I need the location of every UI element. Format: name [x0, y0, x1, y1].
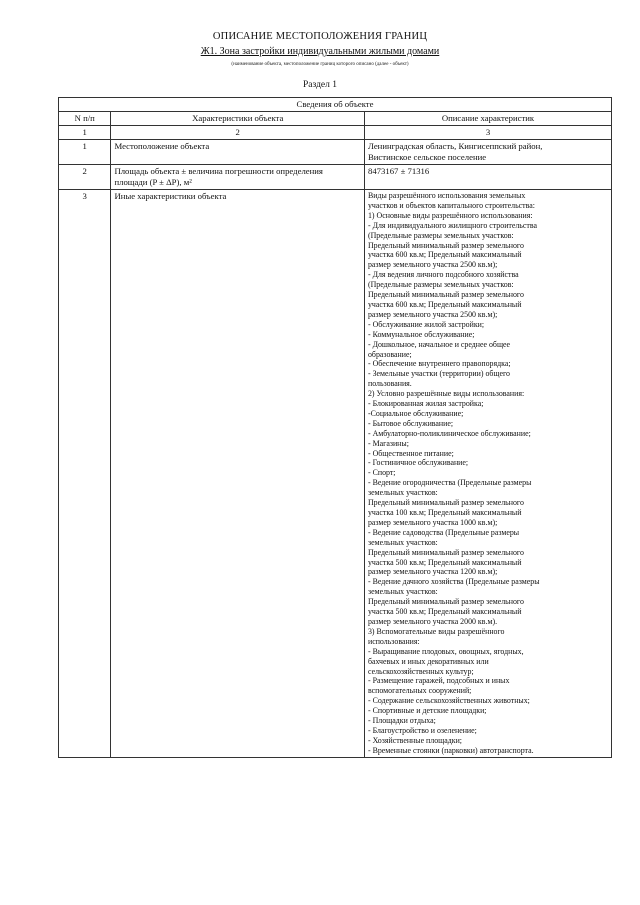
description-line: (Предельные размеры земельных участков: — [367, 230, 514, 240]
description-line: (Предельные размеры земельных участков: — [367, 280, 514, 290]
description-line: - Временные стоянки (парковки) автотранспорта. — [367, 745, 534, 755]
description-line: - Амбулаторно-поликлиническое обслуживание; — [367, 428, 531, 438]
description-line: образование; — [367, 349, 412, 359]
description-line: использования: — [367, 636, 420, 646]
section-heading: Раздел 1 — [303, 80, 337, 90]
description-line: - Благоустройство и озеленение; — [367, 725, 477, 735]
document-subtitle — [0, 46, 640, 57]
table-heading: Сведения об объекте — [59, 98, 612, 112]
description-line: Ленинградская область, Кингисеппский район, — [367, 141, 543, 151]
description-line: Предельный минимальный размер земельного — [367, 547, 524, 557]
description-line: - Размещение гаражей, подсобных и иных — [367, 676, 510, 686]
column-number: 3 — [364, 126, 611, 140]
description-line: - Магазины; — [367, 438, 409, 448]
description-line: земельных участков: — [367, 587, 438, 597]
description-line: - Для индивидуального жилищного строительства — [367, 220, 537, 230]
description-line: земельных участков: — [367, 537, 438, 547]
description-line: -Социальное обслуживание; — [367, 408, 464, 418]
description-line: Предельный минимальный размер земельного — [367, 290, 524, 300]
description-line: - Площадки отдыха; — [367, 716, 436, 726]
description-line: размер земельного участка 2000 кв.м). — [367, 616, 498, 626]
description-line: размер земельного участка 2500 кв.м); — [367, 309, 498, 319]
description-line: размер земельного участка 1200 кв.м); — [367, 567, 498, 577]
description-line: участка 100 кв.м; Предельный максимальный — [367, 508, 522, 517]
description-line: - Спорт; — [367, 468, 396, 478]
description-line: - Ведение дачного хозяйства (Предельные размеры — [367, 577, 540, 587]
row-characteristic: Иные характеристики объекта — [111, 190, 365, 758]
description-line: Предельный минимальный размер земельного — [367, 240, 524, 250]
description-line: пользования. — [367, 379, 412, 389]
row-description — [364, 140, 611, 165]
description-line: - Хозяйственные площадки; — [367, 735, 463, 745]
description-line: - Для ведения личного подсобного хозяйства — [367, 270, 519, 280]
column-number: 2 — [111, 126, 365, 140]
description-line: сельскохозяйственных культур; — [367, 666, 474, 676]
table-row — [59, 140, 612, 165]
description-line: - Ведение огородничества (Предельные размеры — [367, 478, 532, 488]
row-description — [364, 190, 611, 758]
description-line: Виды разрешённого использования земельных — [367, 191, 526, 200]
description-line: 8473167 ± 71316 — [367, 166, 430, 176]
description-line: - Коммунальное обслуживание; — [367, 329, 475, 339]
description-line: 1) Основные виды разрешённого использования: — [367, 210, 533, 220]
description-line: Вистинское сельское поселение — [367, 152, 487, 162]
description-line: участка 600 кв.м; Предельный максимальный — [367, 299, 522, 309]
description-line: - Бытовое обслуживание; — [367, 418, 454, 428]
description-line: Предельный минимальный размер земельного — [367, 498, 524, 508]
characteristic-line: площади (P ± ΔP), м² — [114, 177, 192, 187]
description-line: - Обслуживание жилой застройки; — [367, 319, 485, 329]
description-line: 2) Условно разрешённые виды использования: — [367, 389, 525, 399]
column-number: 1 — [59, 126, 111, 140]
row-characteristic: Местоположение объекта — [111, 140, 365, 165]
document-title: ОПИСАНИЕ МЕСТОПОЛОЖЕНИЯ ГРАНИЦ — [212, 31, 428, 42]
description-line: - Выращивание плодовых, овощных, ягодных, — [367, 646, 524, 656]
description-line: Предельный минимальный размер земельного — [367, 597, 524, 607]
object-info-table — [58, 97, 612, 758]
header-number: N п/п — [59, 112, 111, 126]
row-number: 1 — [59, 140, 111, 165]
description-line: 3) Вспомогательные виды разрешённого — [367, 626, 505, 636]
description-line: вспомогательных сооружений; — [367, 686, 472, 696]
description-line: участка 500 кв.м; Предельный максимальный — [367, 607, 522, 617]
table-row — [59, 165, 612, 190]
description-line: - Обеспечение внутреннего правопорядка; — [367, 359, 511, 369]
description-line: - Земельные участки (территории) общего — [367, 369, 510, 379]
zone-name: Ж1. Зона застройки индивидуальными жилыми домами — [200, 46, 440, 57]
description-line: - Спортивные и детские площадки; — [367, 706, 487, 716]
description-line: размер земельного участка 1000 кв.м); — [367, 517, 498, 527]
subtitle-caption: (наименование объекта, местоположение границ которого описано (далее - объект) — [231, 62, 409, 67]
description-line: - Общественное питание; — [367, 448, 454, 458]
row-number: 3 — [59, 190, 111, 758]
table-row — [59, 190, 612, 758]
description-line: участков и объектов капитального строительства: — [367, 200, 535, 210]
row-description — [364, 165, 611, 190]
description-line: - Ведение садоводства (Предельные размеры — [367, 527, 520, 537]
row-number: 2 — [59, 165, 111, 190]
description-line: участка 600 кв.м; Предельный максимальный — [367, 250, 522, 260]
description-line: - Гостиничное обслуживание; — [367, 458, 469, 468]
description-line: участка 500 кв.м; Предельный максимальный — [367, 557, 522, 567]
description-line: бахчевых и иных декоративных или — [367, 656, 489, 666]
description-line: - Дошкольное, начальное и среднее общее — [367, 339, 511, 349]
header-description: Описание характеристик — [364, 112, 611, 126]
table-title-row — [59, 98, 612, 112]
description-line: - Содержание сельскохозяйственных животных; — [367, 696, 530, 706]
row-characteristic — [111, 165, 365, 190]
characteristic-line: Площадь объекта ± величина погрешности определения — [114, 166, 323, 176]
description-line: земельных участков: — [367, 488, 438, 498]
header-characteristic: Характеристики объекта — [111, 112, 365, 126]
description-line: - Блокированная жилая застройка; — [367, 399, 484, 409]
table-header-row — [59, 112, 612, 126]
description-line: размер земельного участка 2500 кв.м); — [367, 260, 498, 270]
column-number-row — [59, 126, 612, 140]
